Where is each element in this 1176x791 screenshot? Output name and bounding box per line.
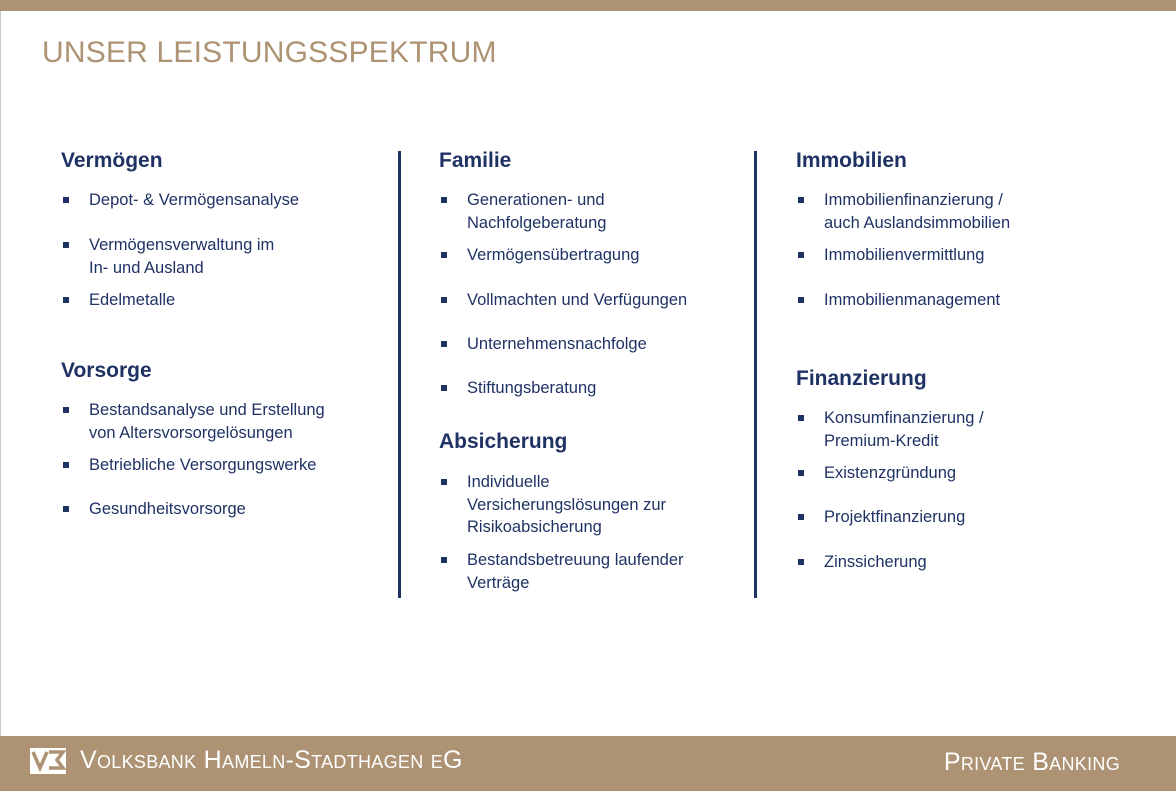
list-item bbox=[824, 407, 984, 452]
list-item-text: Verträge bbox=[467, 573, 530, 592]
bullet-icon bbox=[63, 297, 69, 303]
list-item-text: auch Auslandsimmobilien bbox=[824, 213, 1011, 232]
list-item bbox=[467, 333, 647, 356]
section-heading-vorsorge: Vorsorge bbox=[61, 359, 152, 382]
section-heading-finanzierung: Finanzierung bbox=[796, 367, 927, 390]
section-heading-vermoegen: Vermögen bbox=[61, 149, 163, 172]
bullet-icon bbox=[441, 341, 447, 347]
list-item-text: Generationen- und bbox=[467, 191, 605, 209]
list-item bbox=[467, 189, 606, 234]
list-item bbox=[89, 289, 175, 312]
section-heading-immobilien: Immobilien bbox=[796, 149, 907, 172]
list-item bbox=[467, 244, 639, 267]
bullet-icon bbox=[798, 470, 804, 476]
list-item-text: Bestandsbetreuung laufender bbox=[467, 551, 684, 569]
list-item bbox=[467, 289, 687, 312]
list-item-text: Nachfolgeberatung bbox=[467, 213, 607, 232]
list-item-text: In- und Ausland bbox=[89, 258, 204, 277]
list-item-text: Immobilienfinanzierung / bbox=[824, 191, 1003, 209]
list-item bbox=[89, 399, 325, 444]
list-item-text: Vermögensübertragung bbox=[467, 246, 640, 264]
list-item-text: Projektfinanzierung bbox=[824, 508, 966, 526]
volksbank-logo-icon bbox=[30, 748, 66, 774]
list-item bbox=[824, 551, 927, 574]
list-item bbox=[89, 189, 299, 212]
top-accent-bar bbox=[0, 0, 1176, 11]
bullet-icon bbox=[798, 297, 804, 303]
list-item-text: Depot- & Vermögensanalyse bbox=[89, 191, 300, 209]
list-item-text: Bestandsanalyse und Erstellung bbox=[89, 401, 325, 419]
list-item-text: Immobilienvermittlung bbox=[824, 246, 985, 264]
list-item bbox=[89, 498, 246, 521]
list-item-text: Versicherungslösungen zur bbox=[467, 495, 667, 514]
bank-name: Volksbank Hameln-Stadthagen eG bbox=[80, 746, 463, 774]
list-item-text: Vollmachten und Verfügungen bbox=[467, 291, 688, 309]
bullet-icon bbox=[798, 197, 804, 203]
bullet-icon bbox=[441, 297, 447, 303]
list-item-text: Stiftungsberatung bbox=[467, 379, 597, 397]
bullet-icon bbox=[63, 197, 69, 203]
list-item-text: Risikoabsicherung bbox=[467, 518, 602, 536]
list-item bbox=[824, 506, 965, 529]
list-item-text: Konsumfinanzierung / bbox=[824, 409, 984, 427]
list-item-text: Immobilienmanagement bbox=[824, 291, 1001, 309]
list-item-text: Premium-Kredit bbox=[824, 431, 939, 450]
list-item-text: Existenzgründung bbox=[824, 464, 957, 482]
division-label: Private Banking bbox=[943, 748, 1120, 776]
bullet-icon bbox=[63, 242, 69, 248]
bullet-icon bbox=[798, 252, 804, 258]
list-item-text: Vermögensverwaltung im bbox=[89, 236, 275, 254]
bullet-icon bbox=[63, 462, 69, 468]
list-item bbox=[824, 462, 956, 485]
bullet-icon bbox=[798, 514, 804, 520]
list-item-text: Edelmetalle bbox=[89, 291, 176, 309]
column-divider-1 bbox=[398, 151, 401, 598]
page-title: UNSER LEISTUNGSSPEKTRUM bbox=[42, 36, 497, 69]
list-item-text: Individuelle bbox=[467, 473, 550, 491]
bullet-icon bbox=[63, 407, 69, 413]
bullet-icon bbox=[441, 252, 447, 258]
list-item-text: von Altersvorsorgelösungen bbox=[89, 423, 293, 442]
left-border-line bbox=[0, 11, 1, 736]
list-item bbox=[89, 454, 316, 477]
bullet-icon bbox=[441, 557, 447, 563]
list-item bbox=[467, 549, 684, 594]
bullet-icon bbox=[441, 197, 447, 203]
bullet-icon bbox=[441, 385, 447, 391]
footer-bar bbox=[0, 736, 1176, 791]
section-heading-absicherung: Absicherung bbox=[439, 430, 568, 453]
list-item bbox=[89, 234, 274, 279]
list-item bbox=[824, 189, 1010, 234]
section-heading-familie: Familie bbox=[439, 149, 512, 172]
bullet-icon bbox=[798, 559, 804, 565]
list-item-text: Gesundheitsvorsorge bbox=[89, 500, 246, 518]
list-item bbox=[824, 289, 1000, 312]
list-item-text: Zinssicherung bbox=[824, 553, 927, 571]
list-item bbox=[467, 377, 596, 400]
bullet-icon bbox=[63, 506, 69, 512]
list-item-text: Unternehmensnachfolge bbox=[467, 335, 647, 353]
bullet-icon bbox=[798, 415, 804, 421]
list-item-text: Betriebliche Versorgungswerke bbox=[89, 456, 317, 474]
column-divider-2 bbox=[754, 151, 757, 598]
bullet-icon bbox=[441, 479, 447, 485]
list-item bbox=[824, 244, 984, 267]
list-item bbox=[467, 471, 666, 539]
footer-brand bbox=[30, 746, 463, 775]
